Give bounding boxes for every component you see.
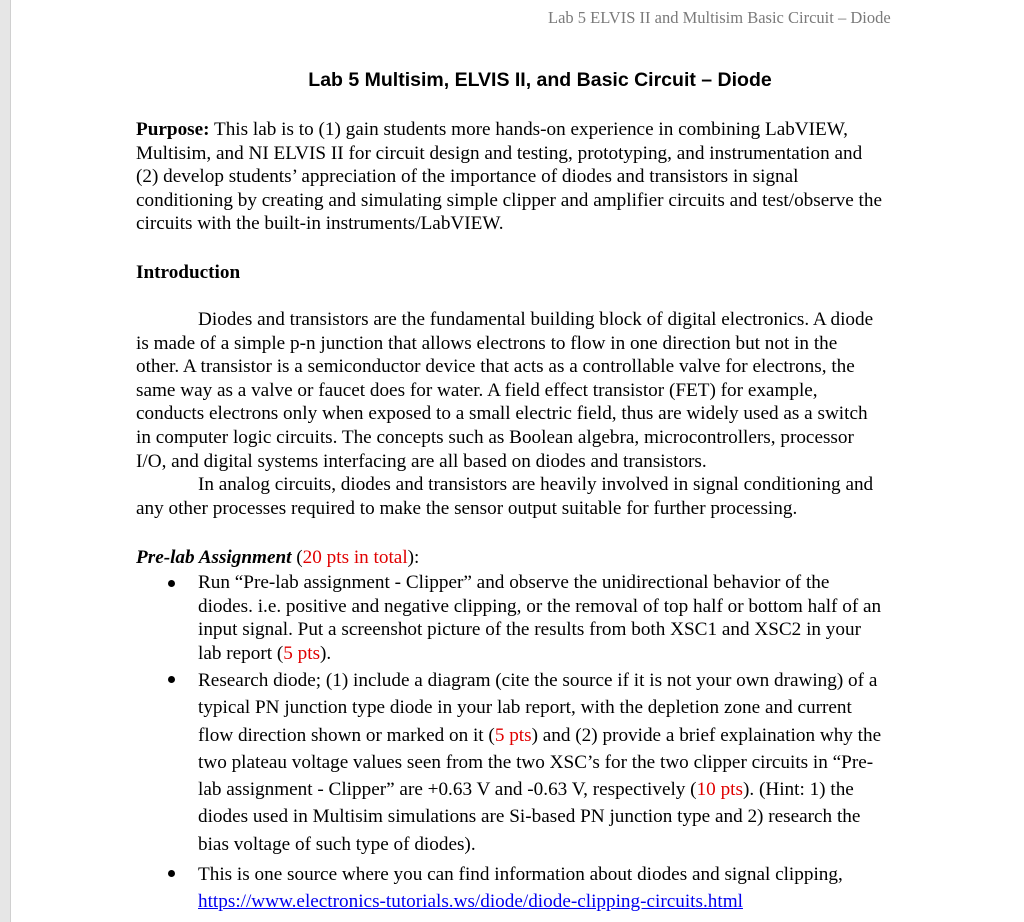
bullet1-points: 5 pts xyxy=(283,642,321,664)
introduction-heading: Introduction xyxy=(136,262,241,283)
intro-p2-line-2: any other processes required to make the sensor output suitable for further processing. xyxy=(136,497,798,519)
purpose-line-5: circuits with the built-in instruments/LabVIEW. xyxy=(136,213,504,235)
intro-p1-line-6: in computer logic circuits. The concepts such as Boolean algebra, microcontrollers, processor xyxy=(136,426,854,448)
prelab-bullet-3: This is one source where you can find information about diodes and signal clipping, https://www.electronics-tutorials.ws/diode/diode-clipping-circuits.html xyxy=(168,861,843,915)
intro-p1-line-1: Diodes and transistors are the fundamental building block of digital electronics. A diode xyxy=(198,309,874,330)
bullet2-explanation-points: 10 pts xyxy=(696,779,743,801)
prelab-heading-label: Pre-lab Assignment xyxy=(136,547,292,568)
purpose-line-1: Purpose: This lab is to (1) gain students more hands-on experience in combining LabVIEW, xyxy=(136,119,848,140)
diode-clipping-tutorial-link[interactable]: https://www.electronics-tutorials.ws/diode/diode-clipping-circuits.html xyxy=(198,891,743,912)
intro-p1-line-2: is made of a simple p-n junction that allows electrons to flow in one direction but not in the xyxy=(136,332,838,354)
intro-p1-line-7: I/O, and digital systems interfacing are all based on diodes and transistors. xyxy=(136,450,707,472)
bullet-dot-icon xyxy=(168,676,175,683)
bullet-dot-icon xyxy=(168,870,175,877)
prelab-heading: Pre-lab Assignment (20 pts in total): xyxy=(136,547,420,568)
intro-p1-line-3: other. A transistor is a semiconductor device that acts as a controllable valve for electrons, the xyxy=(136,356,855,378)
purpose-line-2: Multisim, and NI ELVIS II for circuit design and testing, prototyping, and instrumentation and xyxy=(136,142,863,164)
introduction-body xyxy=(136,308,873,520)
prelab-bullet-2: Research diode; (1) include a diagram (cite the source if it is not your own drawing) of a typical PN junction type diode in your lab report, with the depletion zone and current flow direction shown or marked on it (5 pts) and (2) provide a brief explaination why the two plateau voltage values seen from the two XSC’s for the two clipper circuits in “Pre- lab assignment - Clipper” are +0.63 V and -0.63 V, respectively (10 pts). (Hint: 1) the diodes used in Multisim simulations are Si-based PN junction type and 2) research the bias voltage of such type of diodes). xyxy=(168,667,881,858)
purpose-label: Purpose: xyxy=(136,119,210,140)
document-title: Lab 5 Multisim, ELVIS II, and Basic Circuit – Diode xyxy=(308,69,772,91)
running-header: Lab 5 ELVIS II and Multisim Basic Circuit – Diode xyxy=(548,8,891,27)
bullet2-diagram-points: 5 pts xyxy=(494,724,532,746)
intro-p1-line-4: same way as a valve or faucet does for water. A field effect transistor (FET) for example, xyxy=(136,379,818,401)
prelab-bullet-1: Run “Pre-lab assignment - Clipper” and observe the unidirectional behavior of the diodes. i.e. positive and negative clipping, or the removal of top half or bottom half of an input signal. Put a screenshot picture of the results from both XSC1 and XSC2 in your lab report (5 pts). xyxy=(168,571,881,665)
prelab-total-points: 20 pts in total xyxy=(302,547,408,568)
bullet-dot-icon xyxy=(168,580,175,587)
intro-p2-line-1: In analog circuits, diodes and transistors are heavily involved in signal conditioning and xyxy=(198,474,874,496)
intro-p1-line-5: conducts electrons only when exposed to a small electric field, thus are widely used as a switch xyxy=(136,403,868,425)
page-left-gutter xyxy=(0,0,11,922)
purpose-line-4: conditioning by creating and simulating simple clipper and amplifier circuits and test/observe the xyxy=(136,189,882,211)
purpose-paragraph xyxy=(136,118,882,236)
purpose-line-3: (2) develop students’ appreciation of the importance of diodes and transistors in signal xyxy=(136,166,799,188)
